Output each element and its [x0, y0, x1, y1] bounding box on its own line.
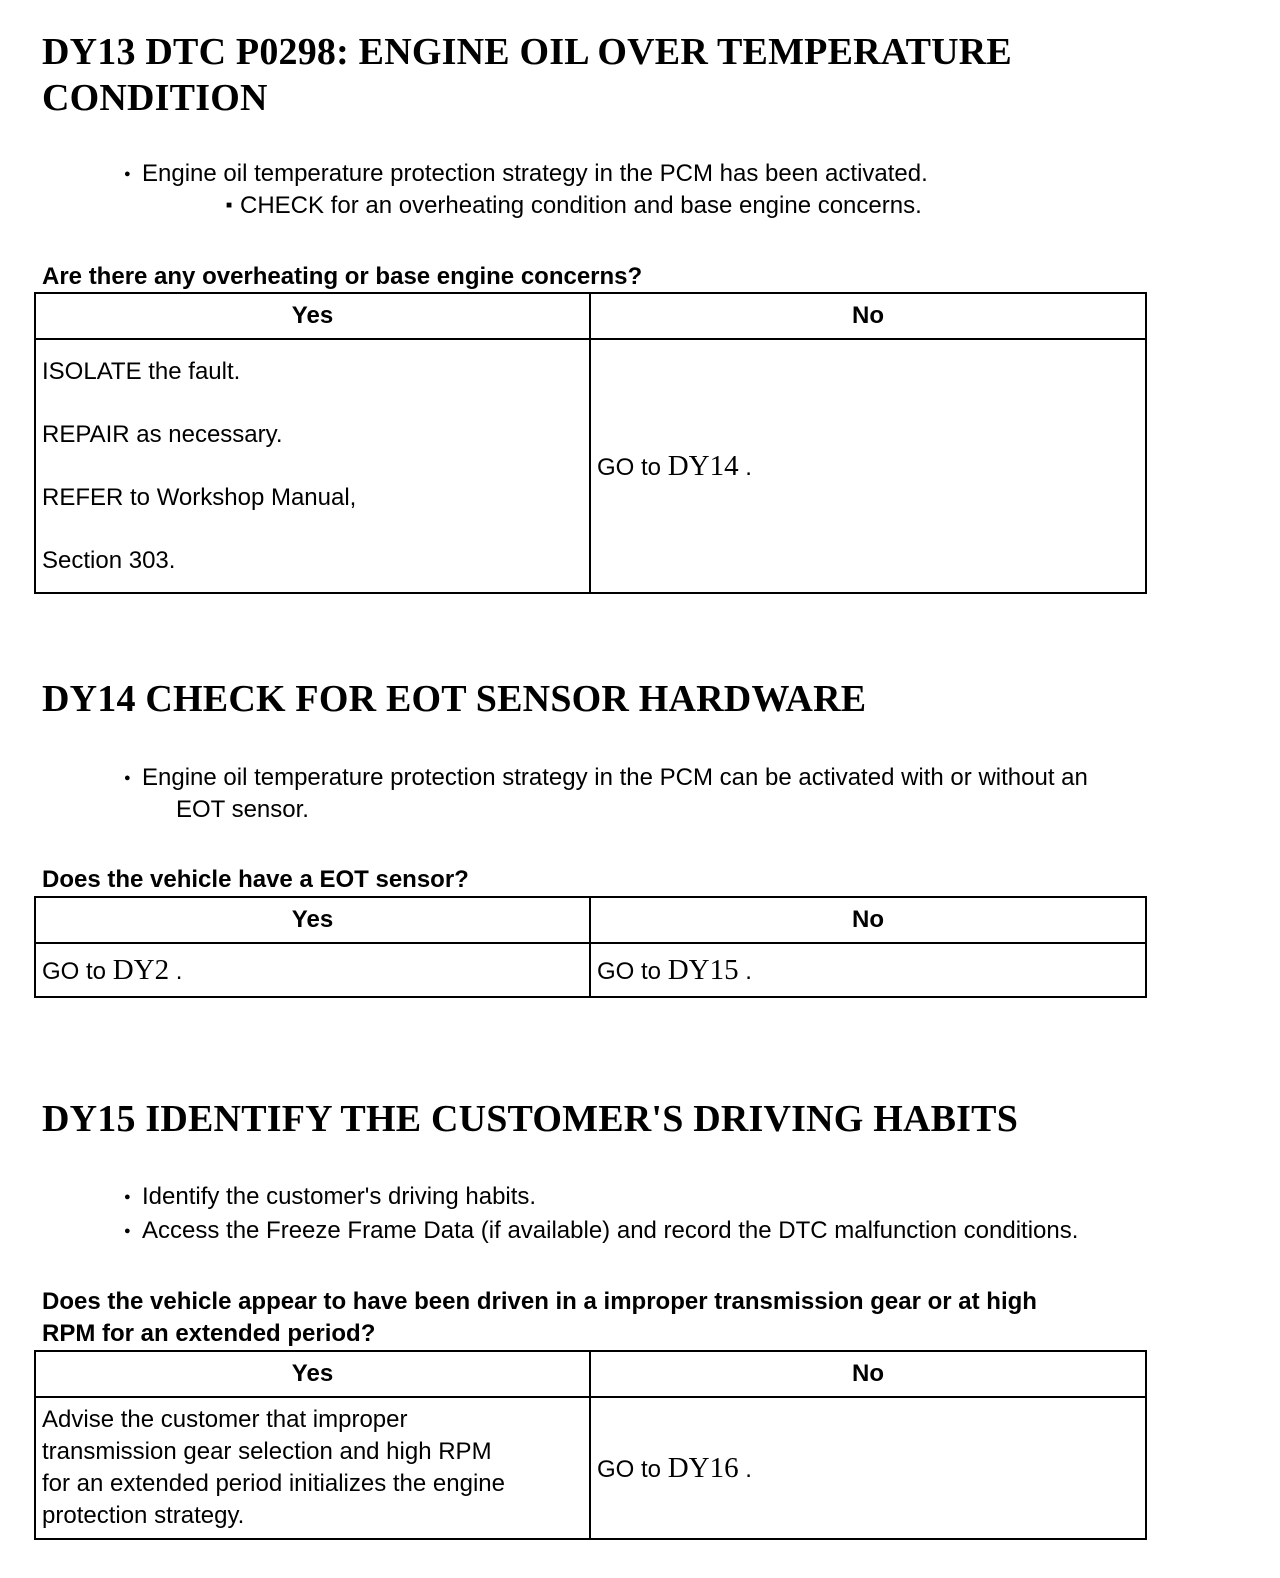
dy14-bullet-list [0, 762, 1088, 826]
dy14-bullet-1-line1: Engine oil temperature protection strategy in the PCM can be activated with or without an [142, 764, 1088, 791]
dy14-header-row [35, 897, 1146, 943]
dy15-question-line1: Does the vehicle appear to have been driven in a improper transmission gear or at high [42, 1288, 1037, 1315]
dy13-yes-cell [35, 339, 590, 593]
dy14-bullet-1-line2: EOT sensor. [176, 796, 309, 823]
dy14-yes-link-dy2[interactable]: DY2 [112, 953, 170, 986]
dy13-sub-bullet-1: ■ CHECK for an overheating condition and base engine concerns. [0, 190, 928, 222]
dy14-no-header: No [590, 897, 1146, 943]
dy15-header-row [35, 1351, 1146, 1397]
dy15-bullet-list [0, 1181, 1078, 1247]
dy13-answer-table [34, 292, 1147, 594]
dy13-no-cell [590, 339, 1146, 593]
dy15-question-line2: RPM for an extended period? [42, 1320, 376, 1347]
dy13-bullet-1: ● Engine oil temperature protection strategy in the PCM has been activated. [0, 158, 928, 190]
dy15-bullet-2: ● Access the Freeze Frame Data (if available) and record the DTC malfunction conditions. [0, 1215, 1078, 1247]
dy14-answer-row [35, 943, 1146, 997]
dy15-no-header: No [590, 1351, 1146, 1397]
dy13-title-line2: CONDITION [42, 77, 268, 119]
dy13-question: Are there any overheating or base engine concerns? [42, 263, 643, 290]
dy14-no-suffix: . [745, 957, 752, 985]
dy14-yes-prefix: GO to [42, 957, 107, 985]
dy14-no-cell [590, 943, 1146, 997]
dy15-yes-line-1: Advise the customer that improper [42, 1406, 408, 1433]
dy15-yes-header: Yes [35, 1351, 590, 1397]
dy14-yes-suffix: . [175, 957, 183, 985]
dy13-bullet-list [0, 158, 928, 222]
dy14-no-prefix: GO to [597, 957, 662, 985]
dy14-bullet-1 [0, 762, 1088, 826]
dy13-yes-line-1: ISOLATE the fault. [42, 358, 241, 385]
dy15-answer-row [35, 1397, 1146, 1539]
dy13-yes-line-2: REPAIR as necessary. [42, 421, 283, 448]
dy15-yes-line-3: for an extended period initializes the engine [42, 1470, 505, 1497]
dy13-no-prefix: GO to [597, 453, 662, 481]
dy14-answer-table [34, 896, 1147, 998]
dy15-no-cell [590, 1397, 1146, 1539]
dy15-yes-cell [35, 1397, 590, 1539]
dy13-yes-header: Yes [35, 293, 590, 339]
dy15-no-suffix: . [745, 1455, 752, 1483]
dy13-header-row [35, 293, 1146, 339]
dy15-no-link-dy16[interactable]: DY16 [667, 1451, 739, 1484]
dy13-no-link-dy14[interactable]: DY14 [667, 449, 739, 482]
dy13-title [42, 29, 1012, 121]
dy15-answer-table [34, 1350, 1147, 1540]
dy13-title-line1: DY13 DTC P0298: ENGINE OIL OVER TEMPERATURE [42, 31, 1012, 73]
dy13-yes-line-4: Section 303. [42, 547, 176, 574]
dy14-question: Does the vehicle have a EOT sensor? [42, 866, 469, 893]
dy15-no-prefix: GO to [597, 1455, 662, 1483]
dy15-title: DY15 IDENTIFY THE CUSTOMER'S DRIVING HABITS [42, 1098, 1019, 1140]
dy14-title: DY14 CHECK FOR EOT SENSOR HARDWARE [42, 678, 867, 720]
dy13-no-suffix: . [745, 453, 752, 481]
dy15-bullet-1: ● Identify the customer's driving habits. [0, 1181, 1078, 1213]
dy15-yes-line-2: transmission gear selection and high RPM [42, 1438, 492, 1465]
dy13-no-header: No [590, 293, 1146, 339]
dy14-yes-cell [35, 943, 590, 997]
dy15-question [42, 1286, 1037, 1350]
dy13-yes-line-3: REFER to Workshop Manual, [42, 484, 357, 511]
dy14-no-link-dy15[interactable]: DY15 [667, 953, 739, 986]
dy13-answer-row [35, 339, 1146, 593]
dy14-yes-header: Yes [35, 897, 590, 943]
dy15-yes-line-4: protection strategy. [42, 1502, 245, 1529]
